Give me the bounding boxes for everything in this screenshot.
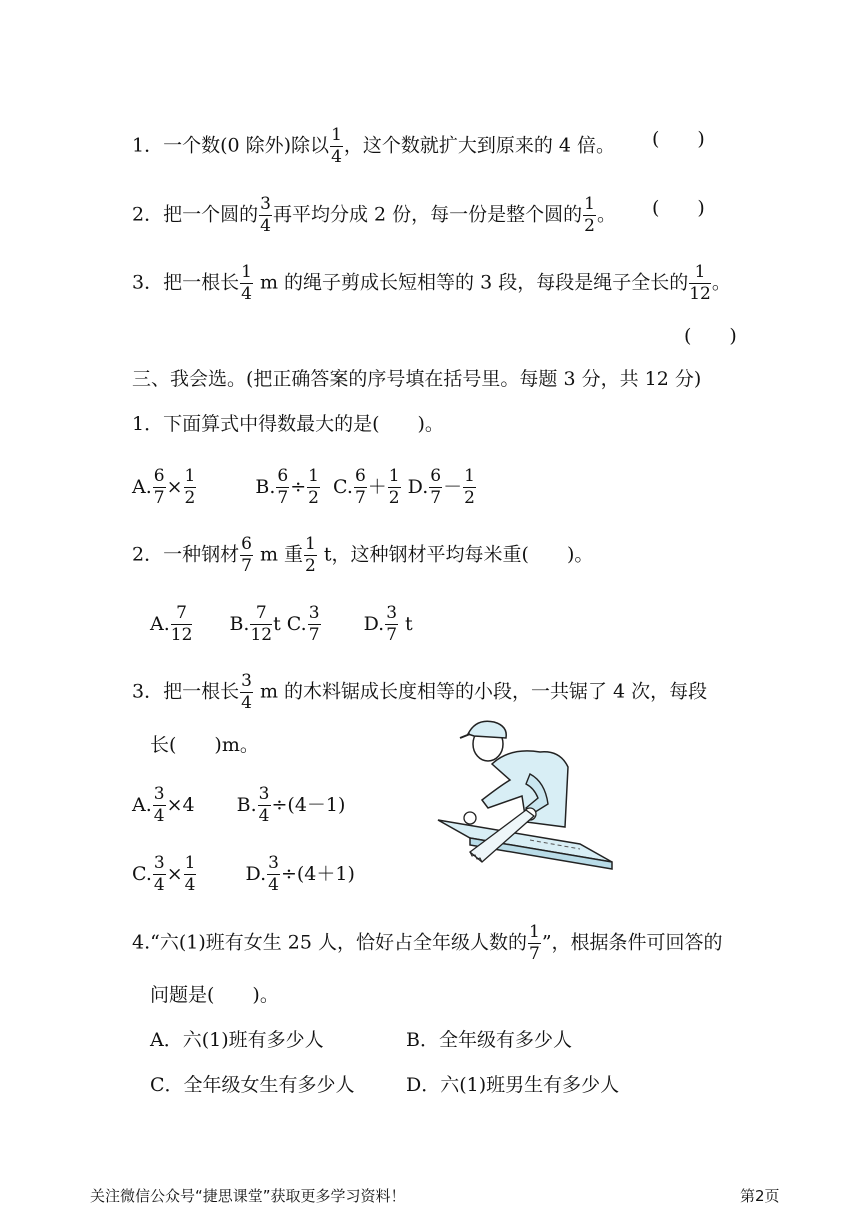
stem-text: t，这种钢材平均每米重( )。: [317, 543, 594, 566]
numerator: 7: [250, 605, 272, 625]
numerator: 1: [241, 262, 252, 282]
option-label: A.: [132, 793, 152, 816]
option-b: [236, 784, 346, 826]
option-c: [333, 466, 402, 508]
stem-text: 2．一种钢材: [132, 543, 240, 566]
option-label: D.: [363, 612, 385, 635]
stem-text: 一个数(0 除外)除以: [163, 134, 330, 157]
denominator: 2: [388, 488, 400, 508]
denominator: 12: [689, 284, 711, 304]
denominator: 7: [529, 944, 540, 964]
option-label: B.: [236, 793, 257, 816]
numerator: 3: [308, 603, 320, 623]
denominator: 7: [386, 625, 398, 645]
operator: ＋: [367, 475, 387, 498]
fraction: [276, 468, 289, 507]
operator: ×: [166, 862, 183, 885]
unit: t: [273, 612, 281, 635]
numerator: 3: [241, 671, 252, 691]
denominator: 12: [250, 625, 273, 645]
answer-paren: ( ): [652, 197, 705, 219]
fraction: [240, 673, 253, 712]
denominator: 4: [241, 693, 252, 713]
numerator: 7: [171, 605, 193, 625]
denominator: 2: [464, 488, 475, 508]
option-label: B.: [255, 475, 276, 498]
operator: ÷: [290, 475, 307, 498]
denominator: 4: [260, 216, 271, 236]
q-number: 1．: [132, 134, 164, 157]
denominator: 4: [331, 147, 342, 167]
numerator: 6: [241, 534, 252, 554]
stem-text: ，这个数就扩大到原来的 4 倍。: [343, 134, 616, 157]
stem-text: 3．把一根长: [132, 680, 240, 703]
numerator: 3: [260, 194, 271, 214]
numerator: 1: [184, 853, 196, 873]
choice-q2-options: [150, 605, 413, 644]
expression: ×4: [166, 793, 195, 816]
stem-text: m 的木料锯成长度相等的小段，一共锯了 4 次，每段: [253, 680, 708, 703]
stem-text: 再平均分成 2 份，每一份是整个圆的: [272, 203, 583, 226]
choice-q4-line2: 问题是( )。: [150, 984, 279, 1006]
stem-text: 。: [596, 203, 616, 226]
choice-q3-stem: [132, 673, 707, 712]
fraction: [583, 196, 596, 235]
answer-paren: ( ): [652, 128, 705, 150]
expression: ÷(4－1): [271, 793, 346, 816]
q4-option-b: B．全年级有多少人: [406, 1029, 572, 1051]
denominator: 4: [258, 806, 270, 826]
numerator: 3: [153, 853, 165, 873]
numerator: 1: [529, 922, 540, 942]
numerator: 1: [308, 466, 319, 486]
judge-q1: [132, 127, 615, 166]
denominator: 4: [184, 875, 196, 895]
fraction: [385, 605, 398, 644]
operator: －: [443, 475, 463, 498]
choice-q1-options: [132, 468, 477, 507]
judge-q3: [132, 264, 731, 303]
option-d: [245, 853, 355, 895]
option-label: B.: [229, 612, 250, 635]
option-d: [363, 603, 413, 645]
stem-text: 把一根长: [163, 271, 240, 294]
stem-text: 4.“六(1)班有女生 25 人，恰好占全年级人数的: [132, 931, 528, 954]
q4-option-c: C．全年级女生有多少人: [150, 1074, 355, 1096]
denominator: 4: [153, 806, 165, 826]
expression: ÷(4＋1): [280, 862, 355, 885]
fraction: [307, 468, 320, 507]
denominator: 7: [354, 488, 366, 508]
option-c: [132, 853, 197, 895]
q4-option-a: A．六(1)班有多少人: [150, 1029, 324, 1051]
choice-q2-stem: [132, 536, 593, 575]
option-label: D.: [245, 862, 267, 885]
numerator: 3: [268, 853, 279, 873]
numerator: 6: [153, 466, 165, 486]
stem-text: m 重: [253, 543, 304, 566]
numerator: 3: [153, 784, 165, 804]
denominator: 12: [170, 625, 193, 645]
answer-paren: ( ): [684, 325, 737, 347]
denominator: 4: [268, 875, 279, 895]
numerator: 1: [388, 466, 400, 486]
fraction: [184, 468, 197, 507]
q4-option-d: D．六(1)班男生有多少人: [406, 1074, 620, 1096]
option-label: C.: [333, 475, 353, 498]
numerator: 1: [584, 194, 595, 214]
stem-text: 把一个圆的: [163, 203, 259, 226]
page-number: 第2页: [740, 1187, 780, 1205]
numerator: 1: [184, 466, 196, 486]
numerator: 6: [277, 466, 289, 486]
numerator: 6: [430, 466, 442, 486]
fraction: [308, 605, 321, 644]
denominator: 4: [153, 875, 165, 895]
fraction: [528, 924, 541, 963]
choice-q3-line2: 长( )m。: [150, 734, 259, 756]
fraction: [153, 468, 166, 507]
option-label: D.: [407, 475, 429, 498]
fraction: [429, 468, 442, 507]
stem-text: ”，根据条件可回答的: [541, 931, 723, 954]
q-number: 3．: [132, 271, 164, 294]
numerator: 1: [331, 125, 342, 145]
option-a: [150, 603, 193, 645]
fraction: [259, 196, 272, 235]
denominator: 2: [308, 488, 319, 508]
option-b: [229, 603, 281, 645]
denominator: 2: [584, 216, 595, 236]
option-c: [286, 603, 322, 645]
fraction: [354, 468, 367, 507]
unit: t: [399, 612, 413, 635]
fraction: [330, 127, 343, 166]
denominator: 4: [241, 284, 252, 304]
stem-text: 。: [711, 271, 731, 294]
denominator: 7: [430, 488, 442, 508]
fraction: [240, 536, 253, 575]
choice-q4-stem: [132, 924, 723, 963]
fraction: [240, 264, 253, 303]
fraction: [250, 605, 272, 644]
fraction: [689, 264, 711, 303]
denominator: 7: [153, 488, 165, 508]
option-label: C.: [132, 862, 152, 885]
option-d: [407, 466, 477, 508]
fraction: [153, 786, 166, 825]
fraction: [171, 605, 193, 644]
denominator: 2: [305, 556, 316, 576]
denominator: 7: [241, 556, 252, 576]
stem-text: m 的绳子剪成长短相等的 3 段，每段是绳子全长的: [253, 271, 689, 294]
numerator: 1: [689, 264, 711, 284]
footer-promo: 关注微信公众号“捷思课堂”获取更多学习资料！: [90, 1187, 406, 1205]
choice-q1-stem: 1．下面算式中得数最大的是( )。: [132, 413, 444, 435]
option-label: C.: [286, 612, 307, 635]
numerator: 1: [464, 466, 475, 486]
numerator: 3: [386, 603, 398, 623]
fraction: [258, 786, 271, 825]
option-a: [132, 466, 197, 508]
option-label: A.: [132, 475, 152, 498]
option-a: [132, 784, 195, 826]
choice-q3-options-ab: [132, 786, 345, 825]
option-b: [255, 466, 321, 508]
fraction: [463, 468, 476, 507]
q-number: 2．: [132, 203, 164, 226]
denominator: 7: [277, 488, 289, 508]
denominator: 7: [308, 625, 320, 645]
section-title: 三、我会选。(把正确答案的序号填在括号里。每题 3 分，共 12 分): [132, 368, 702, 390]
fraction: [304, 536, 317, 575]
option-label: A.: [150, 612, 170, 635]
numerator: 1: [305, 534, 316, 554]
fraction: [153, 855, 166, 894]
fraction: [388, 468, 401, 507]
denominator: 2: [184, 488, 196, 508]
numerator: 6: [354, 466, 366, 486]
operator: ×: [166, 475, 183, 498]
fraction: [184, 855, 197, 894]
choice-q3-options-cd: [132, 855, 355, 894]
numerator: 3: [258, 784, 270, 804]
fraction: [267, 855, 280, 894]
judge-q2: [132, 196, 616, 235]
worker-sawing-illustration: [430, 712, 620, 882]
